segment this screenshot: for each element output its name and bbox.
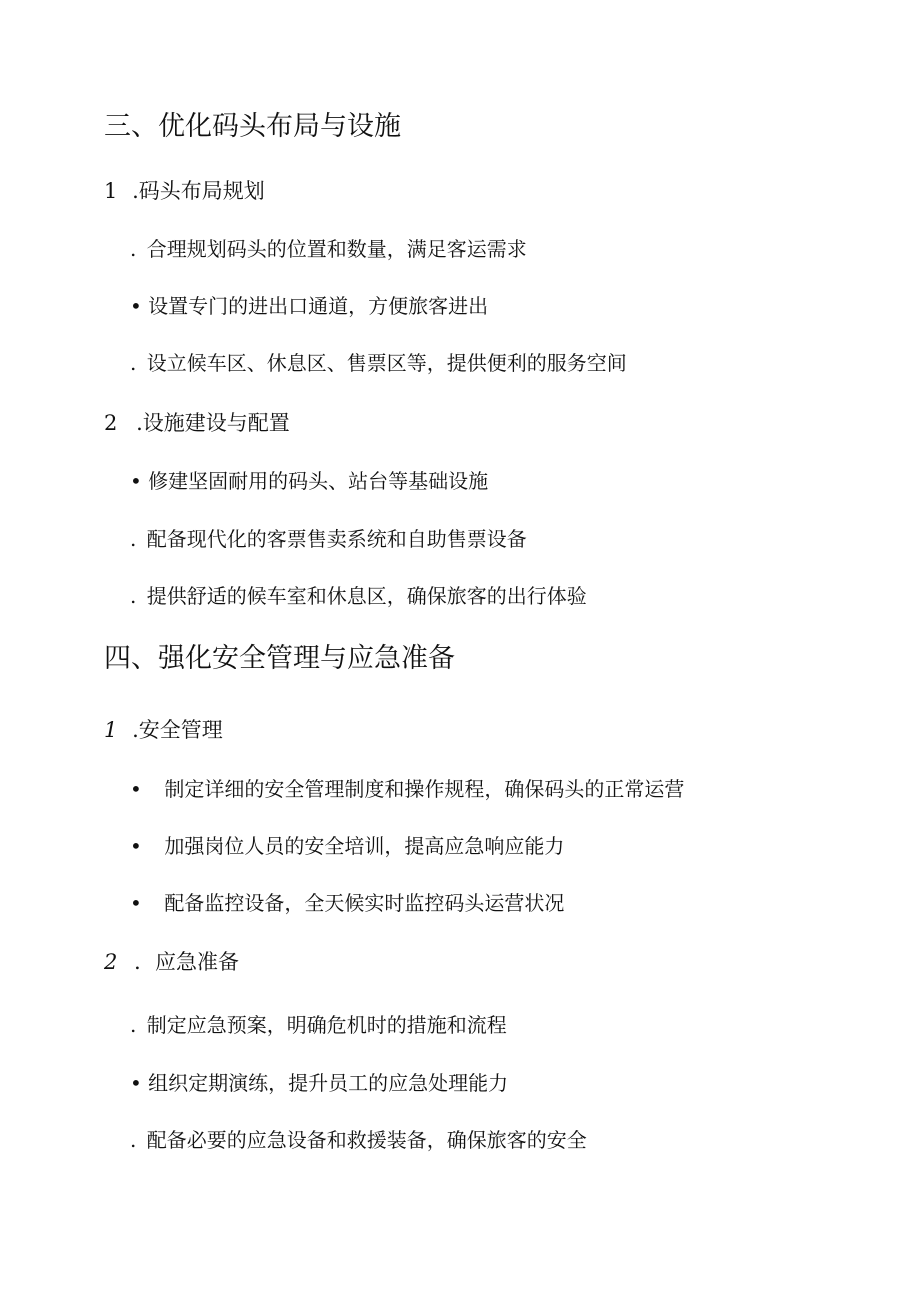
list-item-text: 设置专门的进出口通道，方便旅客进出 [148,294,489,318]
list-marker: . [130,351,137,375]
list-item-text: 制定应急预案，明确危机时的措施和流程 [146,1013,507,1037]
list-marker: • [130,294,142,318]
list-item [130,586,587,606]
list-item-text: 配备必要的应急设备和救援装备，确保旅客的安全 [146,1128,587,1152]
list-marker: . [130,527,137,551]
subsection-title: .安全管理 [132,718,223,742]
subsection-title: .设施建设与配置 [136,411,290,435]
list-marker: . [130,1128,137,1152]
section-title: 四、强化安全管理与应急准备 [104,643,455,674]
list-item [130,1073,508,1093]
subsection-heading [104,720,223,741]
subsection-title: ．应急准备 [134,950,240,974]
list-marker: . [130,584,137,608]
list-item-text: 组织定期演练，提升员工的应急处理能力 [148,1071,509,1095]
list-item-text: 设立候车区、休息区、售票区等，提供便利的服务空间 [146,351,627,375]
list-item [130,529,527,549]
list-item [130,1130,587,1150]
list-item [130,1015,507,1035]
subsection-number: 1 [104,179,118,203]
list-item [130,239,527,259]
list-item-text: 提供舒适的候车室和休息区，确保旅客的出行体验 [146,584,587,608]
list-marker: . [130,237,137,261]
subsection-number: 2 [104,411,118,435]
list-item-text: 修建坚固耐用的码头、站台等基础设施 [148,469,489,493]
list-item [130,353,627,373]
list-item [130,836,564,856]
subsection-heading [104,413,290,434]
list-marker: • [130,1071,142,1095]
subsection-heading [104,181,265,202]
list-marker: • [130,469,142,493]
subsection-number: 1 [104,718,118,742]
subsection-title: .码头布局规划 [132,179,265,203]
subsection-heading [104,952,239,973]
list-item-text: 合理规划码头的位置和数量，满足客运需求 [146,237,527,261]
list-item [130,779,684,799]
list-item-text: 加强岗位人员的安全培训，提高应急响应能力 [164,834,565,858]
list-marker: . [130,1013,137,1037]
list-item [130,296,488,316]
list-item-text: 制定详细的安全管理制度和操作规程，确保码头的正常运营 [164,777,685,801]
list-item-text: 配备现代化的客票售卖系统和自助售票设备 [146,527,527,551]
section-title: 三、优化码头布局与设施 [104,111,401,142]
list-marker: • [130,891,142,915]
list-marker: • [130,777,142,801]
list-marker: • [130,834,142,858]
list-item [130,893,564,913]
list-item-text: 配备监控设备，全天候实时监控码头运营状况 [164,891,565,915]
list-item [130,471,488,491]
subsection-number: 2 [104,950,118,974]
